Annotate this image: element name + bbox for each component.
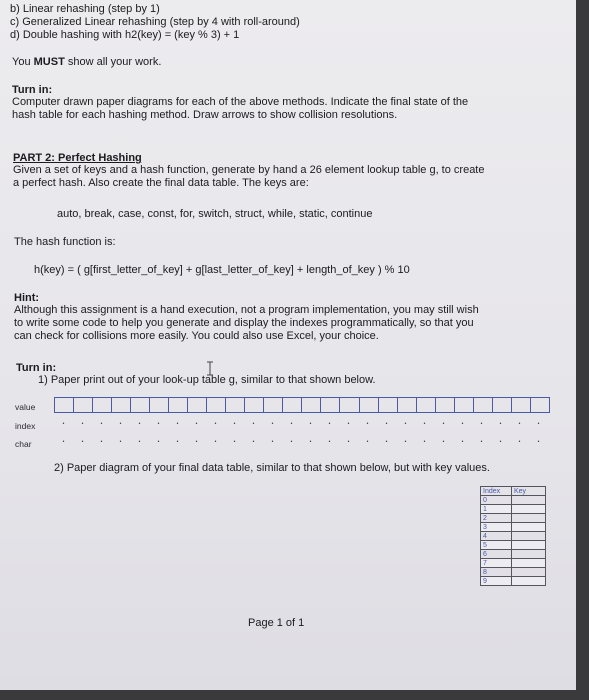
turn-in-line-1: Computer drawn paper diagrams for each of the above methods. Indicate the final state of the xyxy=(12,96,469,108)
key-cell xyxy=(512,550,546,559)
char-mark: • xyxy=(537,439,540,445)
index-mark: • xyxy=(176,421,179,427)
index-mark: • xyxy=(461,421,464,427)
index-mark: • xyxy=(157,421,160,427)
char-mark: • xyxy=(385,439,388,445)
index-cell: 7 xyxy=(481,559,512,568)
lookup-cell xyxy=(455,398,474,412)
index-mark: • xyxy=(328,421,331,427)
method-d: d) Double hashing with h2(key) = (key % 3) + 1 xyxy=(10,29,240,41)
lookup-cell xyxy=(340,398,359,412)
char-mark: • xyxy=(157,439,160,445)
char-mark: • xyxy=(347,439,350,445)
index-mark: • xyxy=(290,421,293,427)
lookup-cell xyxy=(512,398,531,412)
char-mark: • xyxy=(233,439,236,445)
table-row xyxy=(481,559,546,568)
char-mark: • xyxy=(328,439,331,445)
lookup-cell xyxy=(398,398,417,412)
char-mark: • xyxy=(404,439,407,445)
final-data-table xyxy=(480,486,546,586)
char-mark: • xyxy=(100,439,103,445)
index-mark: • xyxy=(119,421,122,427)
lookup-char-row xyxy=(54,439,548,445)
strip-label-index: index xyxy=(15,421,36,431)
char-mark: • xyxy=(176,439,179,445)
key-cell xyxy=(512,541,546,550)
char-mark: • xyxy=(499,439,502,445)
strip-label-char: char xyxy=(15,439,32,449)
index-mark: • xyxy=(537,421,540,427)
lookup-cell xyxy=(436,398,455,412)
lookup-cell xyxy=(264,398,283,412)
index-mark: • xyxy=(195,421,198,427)
index-mark: • xyxy=(252,421,255,427)
char-mark: • xyxy=(138,439,141,445)
index-mark: • xyxy=(404,421,407,427)
index-cell: 2 xyxy=(481,514,512,523)
char-mark: • xyxy=(81,439,84,445)
must-show-work: You MUST show all your work. xyxy=(12,56,162,68)
char-mark: • xyxy=(423,439,426,445)
index-mark: • xyxy=(499,421,502,427)
lookup-cell xyxy=(131,398,150,412)
table-row xyxy=(481,514,546,523)
page-footer: Page 1 of 1 xyxy=(248,617,305,629)
lookup-index-row xyxy=(54,421,548,427)
lookup-cell xyxy=(321,398,340,412)
char-mark: • xyxy=(62,439,65,445)
index-mark: • xyxy=(309,421,312,427)
index-cell: 9 xyxy=(481,577,512,586)
index-mark: • xyxy=(100,421,103,427)
turn-in-line-2: hash table for each hashing method. Draw arrows to show collision resolutions. xyxy=(12,109,398,121)
index-mark: • xyxy=(62,421,65,427)
lookup-cell xyxy=(417,398,436,412)
lookup-cell xyxy=(531,398,549,412)
method-b: b) Linear rehashing (step by 1) xyxy=(10,3,160,15)
lookup-cell xyxy=(112,398,131,412)
turn-in-heading-1: Turn in: xyxy=(12,84,53,96)
char-mark: • xyxy=(366,439,369,445)
char-mark: • xyxy=(214,439,217,445)
key-cell xyxy=(512,505,546,514)
char-mark: • xyxy=(119,439,122,445)
hash-formula: h(key) = ( g[first_letter_of_key] + g[last_letter_of_key] + length_of_key ) % 10 xyxy=(34,264,410,276)
index-cell: 0 xyxy=(481,496,512,505)
table-row xyxy=(481,505,546,514)
key-cell xyxy=(512,496,546,505)
keys-list: auto, break, case, const, for, switch, struct, while, static, continue xyxy=(57,208,373,220)
char-mark: • xyxy=(252,439,255,445)
lookup-cell xyxy=(226,398,245,412)
char-mark: • xyxy=(442,439,445,445)
key-header: Key xyxy=(512,487,546,496)
index-mark: • xyxy=(423,421,426,427)
table-header-row xyxy=(481,487,546,496)
index-cell: 4 xyxy=(481,532,512,541)
turn-in-item-1: 1) Paper print out of your look-up table g, similar to that shown below. xyxy=(38,374,376,386)
lookup-cell xyxy=(379,398,398,412)
table-row xyxy=(481,550,546,559)
key-cell xyxy=(512,532,546,541)
lookup-cell xyxy=(188,398,207,412)
index-mark: • xyxy=(480,421,483,427)
index-cell: 6 xyxy=(481,550,512,559)
key-cell xyxy=(512,514,546,523)
key-cell xyxy=(512,523,546,532)
table-row xyxy=(481,541,546,550)
char-mark: • xyxy=(195,439,198,445)
hash-function-intro: The hash function is: xyxy=(14,236,116,248)
strip-label-value: value xyxy=(15,402,36,412)
table-row xyxy=(481,577,546,586)
char-mark: • xyxy=(461,439,464,445)
key-cell xyxy=(512,559,546,568)
index-cell: 3 xyxy=(481,523,512,532)
index-mark: • xyxy=(518,421,521,427)
part2-line-1: Given a set of keys and a hash function, generate by hand a 26 element lookup table g, to create xyxy=(13,164,485,176)
hint-heading: Hint: xyxy=(14,292,40,304)
index-cell: 5 xyxy=(481,541,512,550)
lookup-cell xyxy=(474,398,493,412)
index-mark: • xyxy=(366,421,369,427)
index-mark: • xyxy=(347,421,350,427)
hint-line-1: Although this assignment is a hand execution, not a program implementation, you may still wish xyxy=(14,304,479,316)
lookup-cell xyxy=(283,398,302,412)
lookup-cell xyxy=(245,398,264,412)
lookup-value-cells xyxy=(54,397,550,413)
char-mark: • xyxy=(290,439,293,445)
index-mark: • xyxy=(233,421,236,427)
index-mark: • xyxy=(214,421,217,427)
turn-in-item-2: 2) Paper diagram of your final data table, similar to that shown below, but with key values. xyxy=(54,462,490,474)
lookup-cell xyxy=(169,398,188,412)
index-mark: • xyxy=(385,421,388,427)
lookup-cell xyxy=(360,398,379,412)
index-mark: • xyxy=(271,421,274,427)
index-mark: • xyxy=(81,421,84,427)
table-row xyxy=(481,496,546,505)
char-mark: • xyxy=(480,439,483,445)
char-mark: • xyxy=(518,439,521,445)
lookup-cell xyxy=(493,398,512,412)
lookup-cell xyxy=(74,398,93,412)
part2-heading: PART 2: Perfect Hashing xyxy=(13,152,142,164)
lookup-cell xyxy=(207,398,226,412)
index-mark: • xyxy=(442,421,445,427)
table-row xyxy=(481,523,546,532)
char-mark: • xyxy=(309,439,312,445)
key-cell xyxy=(512,577,546,586)
char-mark: • xyxy=(271,439,274,445)
lookup-cell xyxy=(55,398,74,412)
index-cell: 1 xyxy=(481,505,512,514)
key-cell xyxy=(512,568,546,577)
table-row xyxy=(481,568,546,577)
part2-line-2: a perfect hash. Also create the final data table. The keys are: xyxy=(13,177,309,189)
lookup-cell xyxy=(150,398,169,412)
index-mark: • xyxy=(138,421,141,427)
turn-in-heading-2: Turn in: xyxy=(16,362,57,374)
hint-line-2: to write some code to help you generate and display the indexes programmatically, so that you xyxy=(14,317,474,329)
lookup-cell xyxy=(302,398,321,412)
lookup-cell xyxy=(93,398,112,412)
index-cell: 8 xyxy=(481,568,512,577)
index-header: Index xyxy=(481,487,512,496)
text-cursor-icon xyxy=(206,361,214,376)
hint-line-3: can check for collisions more easily. You could also use Excel, your choice. xyxy=(14,330,379,342)
table-row xyxy=(481,532,546,541)
method-c: c) Generalized Linear rehashing (step by 4 with roll-around) xyxy=(10,16,300,28)
